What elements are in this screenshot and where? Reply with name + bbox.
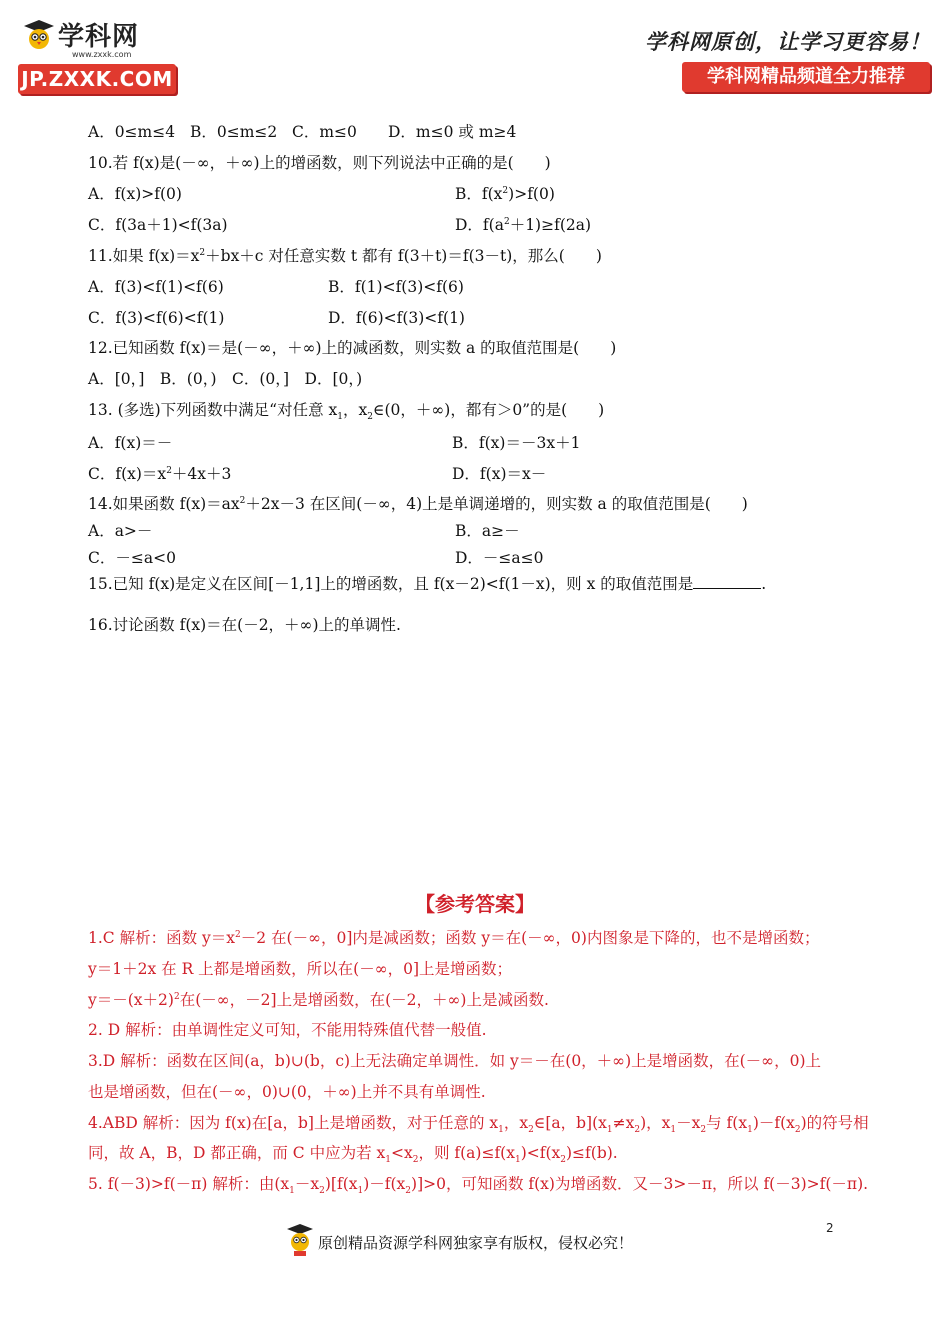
answer-3-line-2: 也是增函数，但在(－∞，0)∪(0，＋∞)上并不具有单调性. xyxy=(88,1083,486,1101)
logo-title: 学科网 xyxy=(58,22,140,52)
q14-option-c: C．－≤a<0 xyxy=(88,549,176,567)
header-slogan: 学科网原创，让学习更容易！ xyxy=(645,29,931,54)
q9-option-a: A．0≤m≤4 xyxy=(88,123,176,141)
q9-option-c: C．m≤0 xyxy=(292,123,357,141)
q9-option-d: D．m≤0 或 m≥4 xyxy=(388,123,517,141)
answer-4-line-2: 同，故 A，B，D 都正确，而 C 中应为若 $x_1<x_2$，则 $f(a)\le f(x_1)<f(x_2)\le f(b)$. xyxy=(88,1144,618,1166)
q15-stem: 15.已知 f(x)是定义在区间[－1,1]上的增函数，且 f(x－2)<f(1－x)，则 x 的取值范围是 . xyxy=(88,575,767,593)
page-number: 2 xyxy=(826,1221,834,1235)
q13-option-a: A．f(x)＝－ xyxy=(88,434,173,452)
q12-options: A．[0，] B．(0，) C．(0，] D．[0，) xyxy=(88,370,363,388)
q12-stem: 12.已知函数 f(x)＝是(－∞，＋∞)上的减函数，则实数 a 的取值范围是( ) xyxy=(88,339,617,357)
q11-option-c: C．f(3)<f(6)<f(1) xyxy=(88,309,225,327)
q14-option-b: B．a≥－ xyxy=(455,522,520,540)
answer-1-line-1: 1.C 解析：函数 $y=x^2-2$ 在(－∞，0]内是减函数；函数 y＝在(－∞，0)内图象是下降的，也不是增函数； xyxy=(88,929,820,947)
answer-blank[interactable] xyxy=(693,574,761,589)
q11-option-b: B．f(1)<f(3)<f(6) xyxy=(328,278,464,296)
owl-logo-icon xyxy=(22,18,56,52)
q11-stem: 11.如果 $f(x)=x^2+bx+c$ 对任意实数 t 都有 f(3＋t)＝f(3－t)，那么( ) xyxy=(88,247,602,265)
q14-stem: 14.如果函数 $f(x)=ax^2+2x-3$ 在区间(－∞，4)上是单调递增的，则实数 a 的取值范围是( ) xyxy=(88,495,748,513)
q11-option-d: D．f(6)<f(3)<f(1) xyxy=(328,309,465,327)
q10-option-a: A．f(x)>f(0) xyxy=(88,185,182,203)
footer-copyright: 原创精品资源学科网独家享有版权，侵权必究！ xyxy=(318,1234,634,1252)
answer-4-line-1: 4.ABD 解析：因为 f(x)在[a，b]上是增函数，对于任意的 $x_1$，$x_2\in[a$，$b](x_1\ne x_2)$，$x_1-x_2$与 $f(x_1)-f(x_2)$的符号相 xyxy=(88,1114,869,1136)
logo-banner: JP.ZXXK.COM xyxy=(18,64,176,94)
answer-1-line-3: $y=-(x+2)^2$在(－∞，－2]上是增函数，在(－2，＋∞)上是减函数. xyxy=(88,991,549,1009)
logo-url: www.zxxk.com xyxy=(72,50,132,59)
q14-option-d: D．－≤a≤0 xyxy=(455,549,544,567)
answer-1-line-2: y＝1＋2x 在 R 上都是增函数，所以在(－∞，0]上是增函数； xyxy=(88,960,513,978)
q16-stem: 16.讨论函数 f(x)＝在(－2，＋∞)上的单调性. xyxy=(88,616,401,634)
q13-option-d: D．f(x)＝x－ xyxy=(452,465,547,483)
q10-stem: 10.若 f(x)是(－∞，＋∞)上的增函数，则下列说法中正确的是( ) xyxy=(88,154,551,172)
channel-banner: 学科网精品频道全力推荐 xyxy=(682,62,930,92)
answer-2: 2. D 解析：由单调性定义可知，不能用特殊值代替一般值. xyxy=(88,1021,487,1039)
q13-option-b: B．f(x)＝－3x＋1 xyxy=(452,434,581,452)
q10-option-d: D．$f(a^2+1)\ge f(2a)$ xyxy=(455,216,592,234)
q10-option-c: C．f(3a＋1)<f(3a) xyxy=(88,216,228,234)
owl-footer-icon xyxy=(286,1222,314,1258)
q13-option-c: C．$f(x)=x^2+4x+3$ xyxy=(88,465,232,483)
answer-5: 5. f(－3)>f(－π) 解析：由$(x_1-x_2)[f(x_1)-f(x_2)]>0$，可知函数 f(x)为增函数．又－3>－π，所以 f(－3)>f(－π). xyxy=(88,1175,869,1197)
q11-option-a: A．f(3)<f(1)<f(6) xyxy=(88,278,224,296)
answers-title: 【参考答案】 xyxy=(415,892,535,916)
q13-stem: 13. (多选)下列函数中满足“对任意 $x_1$，$x_2\in(0$，＋∞)，都有＞0”的是( ) xyxy=(88,401,605,423)
answer-3-line-1: 3.D 解析：函数在区间(a，b)∪(b，c)上无法确定单调性．如 y＝－在(0，＋∞)上是增函数，在(－∞，0)上 xyxy=(88,1052,822,1070)
q14-option-a: A．a>－ xyxy=(88,522,153,540)
q10-option-b: B．$f(x^2)>f(0)$ xyxy=(455,185,555,203)
q9-option-b: B．0≤m≤2 xyxy=(190,123,278,141)
